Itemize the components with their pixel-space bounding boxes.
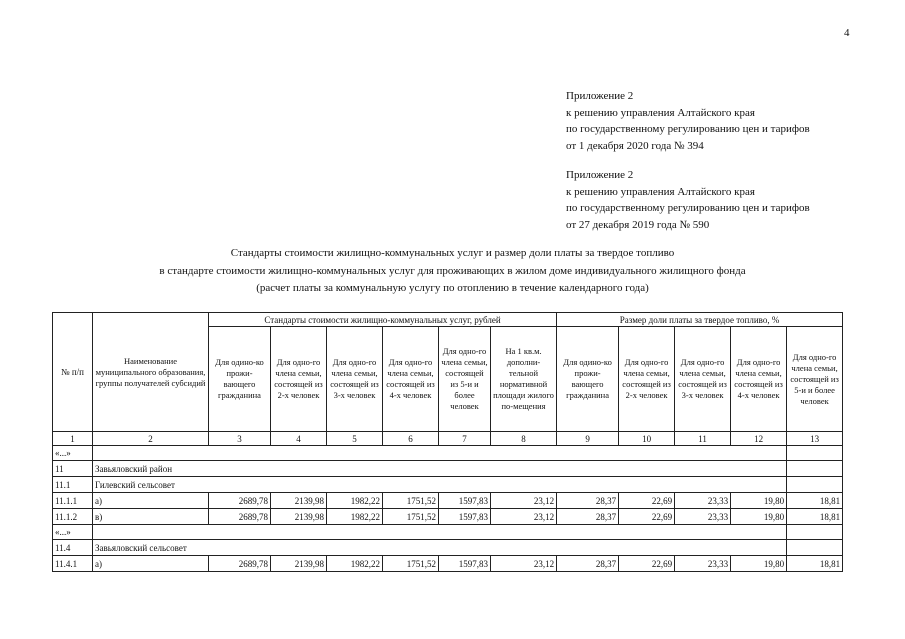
empty-cell xyxy=(787,525,843,540)
standards-table xyxy=(52,312,843,572)
table-cell: 1751,52 xyxy=(383,493,439,509)
column-number: 11 xyxy=(675,432,731,446)
row-number: 11.4.1 xyxy=(53,556,93,572)
column-number: 6 xyxy=(383,432,439,446)
table-cell: 2139,98 xyxy=(271,556,327,572)
column-number-row xyxy=(53,432,843,446)
table-cell: 2139,98 xyxy=(271,509,327,525)
table-cell: 19,80 xyxy=(731,509,787,525)
table-row xyxy=(53,493,843,509)
header-col-3: Для одино-ко прожи-вающего гражданина xyxy=(209,327,271,432)
header-name: Наименование муниципального образования, группы получателей субсидий xyxy=(93,313,209,432)
table-cell: 1982,22 xyxy=(327,509,383,525)
title-line-1: Стандарты стоимости жилищно-коммунальных услуг и размер доли платы за твердое топливо xyxy=(230,247,675,259)
table-cell: 2139,98 xyxy=(271,493,327,509)
row-number: 11.1.2 xyxy=(53,509,93,525)
header-col-4: Для одно-го члена семьи, состоящей из 2-х человек xyxy=(271,327,327,432)
column-number: 2 xyxy=(93,432,209,446)
table-row xyxy=(53,540,843,556)
row-label: а) xyxy=(93,556,209,572)
table-cell: 23,12 xyxy=(491,509,557,525)
appendix-block-previous xyxy=(566,167,810,233)
empty-cell xyxy=(93,525,787,540)
table-cell: 28,37 xyxy=(557,556,619,572)
empty-cell xyxy=(93,446,787,461)
appendix-date: от 27 декабря 2019 года № 590 xyxy=(566,218,710,231)
empty-cell xyxy=(787,477,843,493)
table-row xyxy=(53,556,843,572)
header-col-13: Для одно-го члена семьи, состоящей из 5-и и более человек xyxy=(787,327,843,432)
column-number: 10 xyxy=(619,432,675,446)
table-row xyxy=(53,461,843,477)
table-cell: 2689,78 xyxy=(209,556,271,572)
row-label: Завьяловский район xyxy=(93,461,787,477)
table-cell: 23,33 xyxy=(675,493,731,509)
table-cell: 19,80 xyxy=(731,493,787,509)
header-col-7: Для одно-го члена семьи, состоящей из 5-и и более человек xyxy=(439,327,491,432)
table-cell: 1597,83 xyxy=(439,493,491,509)
table-cell: 23,33 xyxy=(675,509,731,525)
table-cell: 22,69 xyxy=(619,509,675,525)
header-col-5: Для одно-го члена семьи, состоящей из 3-х человек xyxy=(327,327,383,432)
appendix-line: к решению управления Алтайского края xyxy=(566,106,755,119)
column-number: 9 xyxy=(557,432,619,446)
column-number: 13 xyxy=(787,432,843,446)
table-cell: 18,81 xyxy=(787,493,843,509)
appendix-line: по государственному регулированию цен и тарифов xyxy=(566,123,810,135)
ellipsis-marker: «...» xyxy=(53,446,93,461)
table-cell: 1751,52 xyxy=(383,509,439,525)
column-number: 4 xyxy=(271,432,327,446)
row-number: 11 xyxy=(53,461,93,477)
table-cell: 23,12 xyxy=(491,493,557,509)
column-number: 1 xyxy=(53,432,93,446)
appendix-title: Приложение 2 xyxy=(566,90,634,102)
ellipsis-row xyxy=(53,525,843,540)
header-col-8: На 1 кв.м. дополни-тельной нормативной площади жилого по-мещения xyxy=(491,327,557,432)
appendix-line: по государственному регулированию цен и тарифов xyxy=(566,202,810,214)
header-col-9: Для одино-ко прожи-вающего гражданина xyxy=(557,327,619,432)
row-number: 11.1 xyxy=(53,477,93,493)
row-label: Завьяловский сельсовет xyxy=(93,540,787,556)
column-number: 3 xyxy=(209,432,271,446)
table-row xyxy=(53,509,843,525)
table-cell: 28,37 xyxy=(557,493,619,509)
row-label: в) xyxy=(93,509,209,525)
table-cell: 1982,22 xyxy=(327,493,383,509)
header-col-10: Для одно-го члена семьи, состоящей из 2-х человек xyxy=(619,327,675,432)
row-number: 11.4 xyxy=(53,540,93,556)
table-cell: 1982,22 xyxy=(327,556,383,572)
ellipsis-row xyxy=(53,446,843,461)
table-cell: 28,37 xyxy=(557,509,619,525)
table-cell: 22,69 xyxy=(619,493,675,509)
column-number: 12 xyxy=(731,432,787,446)
table-cell: 2689,78 xyxy=(209,493,271,509)
document-title xyxy=(0,245,905,298)
header-col-11: Для одно-го члена семьи, состоящей из 3-х человек xyxy=(675,327,731,432)
table-cell: 19,80 xyxy=(731,556,787,572)
appendix-title: Приложение 2 xyxy=(566,169,634,181)
header-group-standards: Стандарты стоимости жилищно-коммунальных услуг, рублей xyxy=(209,313,557,327)
empty-cell xyxy=(787,446,843,461)
appendix-line: к решению управления Алтайского края xyxy=(566,185,755,198)
table-cell: 1597,83 xyxy=(439,556,491,572)
column-number: 7 xyxy=(439,432,491,446)
table-cell: 18,81 xyxy=(787,556,843,572)
table-cell: 1751,52 xyxy=(383,556,439,572)
empty-cell xyxy=(787,461,843,477)
column-number: 8 xyxy=(491,432,557,446)
table-cell: 23,33 xyxy=(675,556,731,572)
header-col-6: Для одно-го члена семьи, состоящей из 4-х человек xyxy=(383,327,439,432)
row-label: Гилевский сельсовет xyxy=(93,477,787,493)
ellipsis-marker: «...» xyxy=(53,525,93,540)
table-cell: 18,81 xyxy=(787,509,843,525)
table-cell: 22,69 xyxy=(619,556,675,572)
table-cell: 2689,78 xyxy=(209,509,271,525)
table-row xyxy=(53,477,843,493)
title-line-3: (расчет платы за коммунальную услугу по отоплению в течение календарного года) xyxy=(256,282,649,294)
table-cell: 23,12 xyxy=(491,556,557,572)
empty-cell xyxy=(787,540,843,556)
header-number: № п/п xyxy=(53,313,93,432)
appendix-block-current xyxy=(566,88,810,154)
header-col-12: Для одно-го члена семьи, состоящей из 4-х человек xyxy=(731,327,787,432)
header-group-share: Размер доли платы за твердое топливо, % xyxy=(557,313,843,327)
appendix-date: от 1 декабря 2020 года № 394 xyxy=(566,139,704,152)
row-number: 11.1.1 xyxy=(53,493,93,509)
table-cell: 1597,83 xyxy=(439,509,491,525)
page-number: 4 xyxy=(844,27,850,39)
row-label: а) xyxy=(93,493,209,509)
title-line-2: в стандарте стоимости жилищно-коммунальных услуг для проживающих в жилом доме индивидуального жилищного фонда xyxy=(159,264,746,277)
column-number: 5 xyxy=(327,432,383,446)
